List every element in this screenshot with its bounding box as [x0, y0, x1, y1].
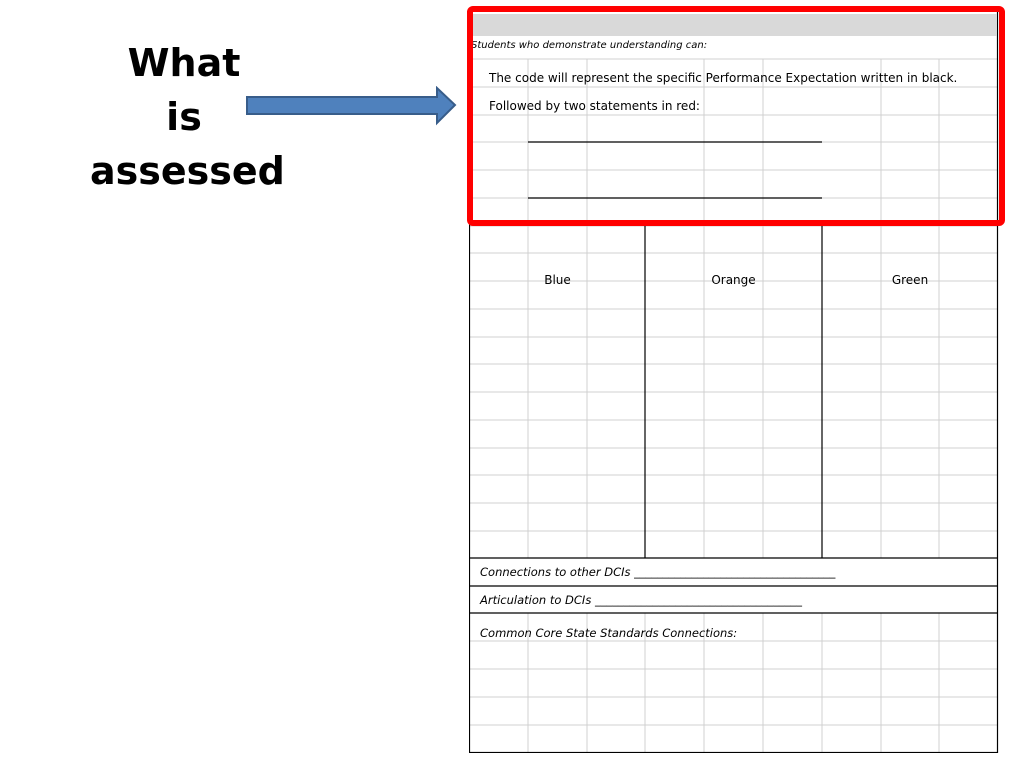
column-label-green: Green — [891, 273, 929, 287]
articulation-line: Articulation to DCIs ____________________________________ — [480, 593, 802, 607]
title-line-2: is — [166, 95, 202, 139]
code-statement: The code will represent the specific Performance Expectation written in black. — [489, 71, 958, 85]
common-core-line: Common Core State Standards Connections: — [480, 626, 738, 640]
title-line-3: assessed — [90, 149, 285, 193]
right-arrow-icon — [244, 86, 458, 126]
connections-line: Connections to other DCIs ___________________________________ — [480, 565, 836, 579]
column-label-orange: Orange — [711, 273, 756, 287]
column-label-blue: Blue — [544, 273, 571, 287]
followed-statement: Followed by two statements in red: — [489, 99, 700, 113]
students-line: Students who demonstrate understanding can: — [471, 40, 708, 51]
title-line-1: What — [127, 41, 241, 85]
highlight-frame — [467, 6, 1005, 226]
